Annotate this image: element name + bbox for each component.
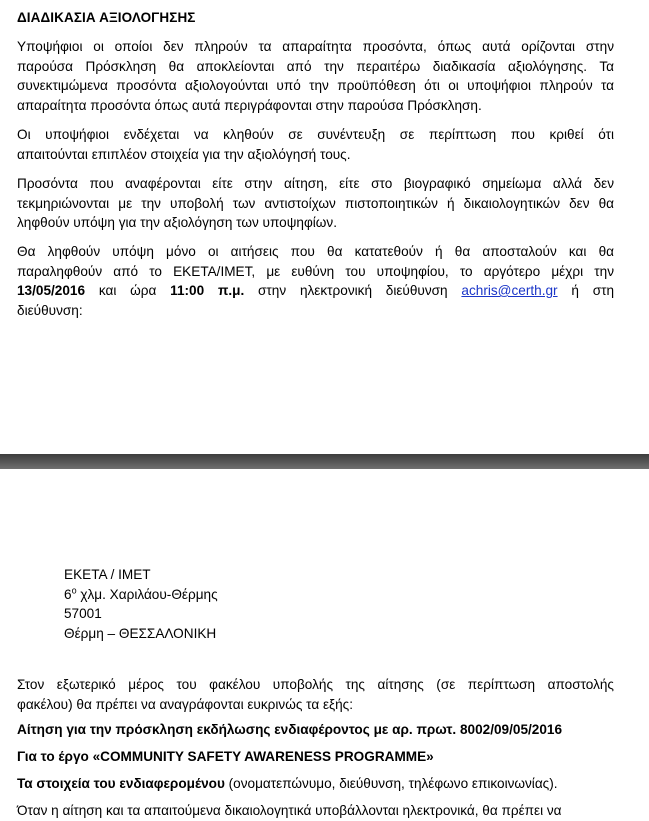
document-page-2	[0, 469, 649, 821]
paragraph-interview	[17, 125, 614, 164]
section-heading: ΔΙΑΔΙΚΑΣΙΑ ΑΞΙΟΛΟΓΗΣΗΣ	[17, 10, 196, 25]
electronic-submission: Όταν η αίτηση και τα απαιτούμενα δικαιολογητικά υποβάλλονται ηλεκτρονικά, θα πρέπει να	[17, 803, 562, 818]
address-line	[64, 585, 218, 605]
email-link[interactable]: achris@certh.gr	[461, 283, 558, 298]
text-line: Υποψήφιοι οι οποίοι δεν πληρούν τα απαραίτητα προσόντα, όπως αυτά ορίζονται στην	[17, 39, 614, 54]
address-line: 57001	[64, 606, 102, 621]
text-fragment: στην ηλεκτρονική διεύθυνση	[258, 283, 448, 298]
postal-address	[64, 565, 218, 643]
paragraph-eligibility	[17, 37, 614, 115]
ordinal-superscript: ο	[71, 584, 77, 595]
text-line: Προσόντα που αναφέρονται είτε στην αίτηση, είτε στο βιογραφικό σημείωμα αλλά δεν	[17, 176, 614, 191]
text-line: φακέλου) θα πρέπει να αναγράφονται ευκρινώς τα εξής:	[17, 696, 353, 712]
address-line: ΕΚΕΤΑ / ΙΜΕΤ	[64, 567, 151, 582]
project-title: Για το έργο «COMMUNITY SAFETY AWARENESS PROGRAMME»	[17, 749, 434, 764]
text-line: Στον εξωτερικό μέρος του φακέλου υποβολής της αίτησης (σε περίπτωση αποστολής	[17, 677, 614, 692]
text-line: απαιτούνται επιπλέον στοιχεία για την αξιολόγησή τους.	[17, 146, 351, 162]
deadline-line	[17, 281, 614, 301]
text-line: Θα ληφθούν υπόψη μόνο οι αιτήσεις που θα κατατεθούν ή θα αποσταλούν και θα	[17, 244, 614, 259]
paragraph-envelope	[17, 675, 614, 714]
text-line: διεύθυνση:	[17, 302, 83, 318]
page-separator	[0, 454, 649, 469]
deadline-date: 13/05/2016	[17, 283, 86, 298]
text-fragment: 6	[64, 586, 72, 602]
text-fragment: και ώρα	[98, 283, 157, 298]
text-line: παρούσα Πρόσκληση θα αποκλείονται από την περαιτέρω διαδικασία αξιολόγησης. Τα	[17, 58, 614, 74]
paragraph-deadline	[17, 242, 614, 320]
text-fragment: Τα στοιχεία του ενδιαφερομένου	[17, 776, 225, 791]
text-line: Οι υποψήφιοι ενδέχεται να κληθούν σε συνέντευξη σε περίπτωση που κριθεί ότι	[17, 127, 614, 142]
address-line: Θέρμη – ΘΕΣΣΑΛΟΝΙΚΗ	[64, 625, 217, 641]
text-line: απαραίτητα προσόντα όπως αυτά περιγράφονται στην παρούσα Πρόσκληση.	[17, 97, 482, 113]
text-line: τεκμηριώνονται με την υποβολή των αντιστοίχων πιστοποιητικών ή δικαιολογητικών δεν θα	[17, 195, 614, 211]
text-fragment: (ονοματεπώνυμο, διεύθυνση, τηλέφωνο επικοινωνίας).	[224, 776, 558, 791]
paragraph-qualifications	[17, 174, 614, 233]
deadline-time: 11:00 π.μ.	[170, 283, 245, 298]
text-line: ληφθούν υπόψη για την αξιολόγηση των υποψηφίων.	[17, 215, 337, 230]
text-fragment: ή στη	[571, 283, 615, 298]
text-fragment: χλμ. Χαριλάου-Θέρμης	[76, 586, 218, 602]
applicant-details	[17, 774, 614, 794]
text-line: παραληφθούν από το ΕΚΕΤΑ/ΙΜΕΤ, με ευθύνη του υποψηφίου, το αργότερο μέχρι την	[17, 263, 614, 279]
text-line: συνεκτιμώμενα προσόντα αξιολογούνται υπό την προϋπόθεση ότι οι υποψήφιοι πληρούν τα	[17, 78, 614, 93]
application-reference: Αίτηση για την πρόσκληση εκδήλωσης ενδιαφέροντος με αρ. πρωτ. 8002/09/05/2016	[17, 722, 563, 737]
